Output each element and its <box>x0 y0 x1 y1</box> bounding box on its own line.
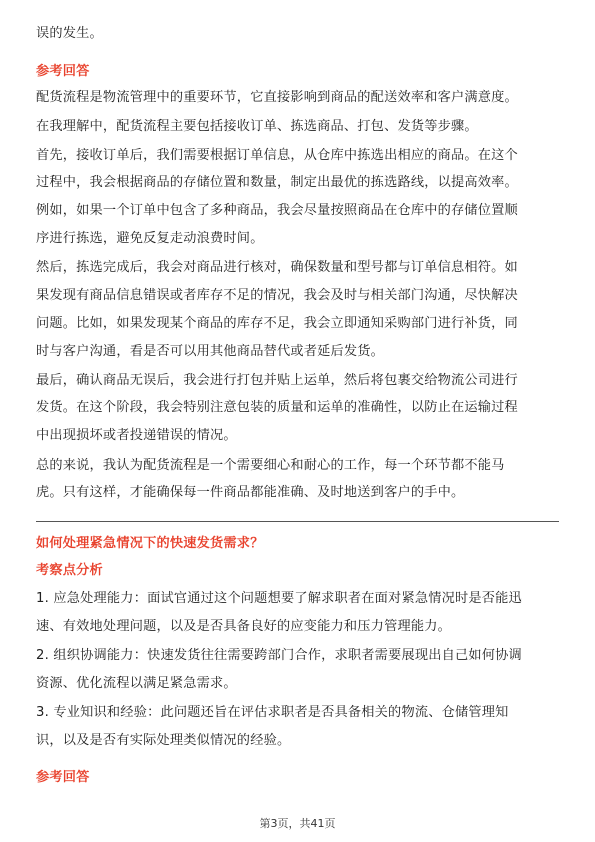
paragraph-line: 虎。只有这样，才能确保每一件商品都能准确、及时地送到客户的手中。 <box>36 485 465 500</box>
paragraph-line: 例如，如果一个订单中包含了多种商品，我会尽量按照商品在仓库中的存储位置顺 <box>36 203 518 218</box>
paragraph-line: 然后，拣选完成后，我会对商品进行核对，确保数量和型号都与订单信息相符。如 <box>36 260 518 275</box>
question-title: 如何处理紧急情况下的快速发货需求？ <box>36 536 264 551</box>
paragraph-line: 发货。在这个阶段，我会特别注意包装的质量和运单的准确性，以防止在运输过程 <box>36 400 518 415</box>
analysis-point-line: 2. 组织协调能力：快速发货往往需要跨部门合作，求职者需要展现出自己如何协调 <box>36 648 522 663</box>
paragraph-line: 序进行拣选，避免反复走动浪费时间。 <box>36 231 264 246</box>
analysis-heading: 考察点分析 <box>36 563 103 578</box>
paragraph-line: 在我理解中，配货流程主要包括接收订单、拣选商品、打包、发货等步骤。 <box>36 119 478 134</box>
paragraph-line: 首先，接收订单后，我们需要根据订单信息，从仓库中拣选出相应的商品。在这个 <box>36 148 518 163</box>
answer-heading-1: 参考回答 <box>36 64 90 79</box>
section-divider <box>36 521 559 522</box>
analysis-point-line: 识，以及是否有实际处理类似情况的经验。 <box>36 733 291 748</box>
paragraph-line: 中出现损坏或者投递错误的情况。 <box>36 428 237 443</box>
paragraph-line: 配货流程是物流管理中的重要环节，它直接影响到商品的配送效率和客户满意度。 <box>36 90 518 105</box>
continuation-text: 误的发生。 <box>36 26 103 41</box>
paragraph-line: 过程中，我会根据商品的存储位置和数量，制定出最优的拣选路线，以提高效率。 <box>36 175 518 190</box>
analysis-point-line: 3. 专业知识和经验：此问题还旨在评估求职者是否具备相关的物流、仓储管理知 <box>36 705 509 720</box>
answer-heading-2: 参考回答 <box>36 770 90 785</box>
analysis-point-line: 1. 应急处理能力：面试官通过这个问题想要了解求职者在面对紧急情况时是否能迅 <box>36 591 522 606</box>
paragraph-line: 果发现有商品信息错误或者库存不足的情况，我会及时与相关部门沟通，尽快解决 <box>36 288 518 303</box>
analysis-point-line: 资源、优化流程以满足紧急需求。 <box>36 676 237 691</box>
analysis-point-line: 速、有效地处理问题，以及是否具备良好的应变能力和压力管理能力。 <box>36 619 452 634</box>
paragraph-line: 时与客户沟通，看是否可以用其他商品替代或者延后发货。 <box>36 344 385 359</box>
page-footer: 第3页，共41页 <box>259 817 336 830</box>
paragraph-line: 问题。比如，如果发现某个商品的库存不足，我会立即通知采购部门进行补货，同 <box>36 316 518 331</box>
paragraph-line: 最后，确认商品无误后，我会进行打包并贴上运单，然后将包裹交给物流公司进行 <box>36 373 518 388</box>
paragraph-line: 总的来说，我认为配货流程是一个需要细心和耐心的工作，每一个环节都不能马 <box>36 458 505 473</box>
